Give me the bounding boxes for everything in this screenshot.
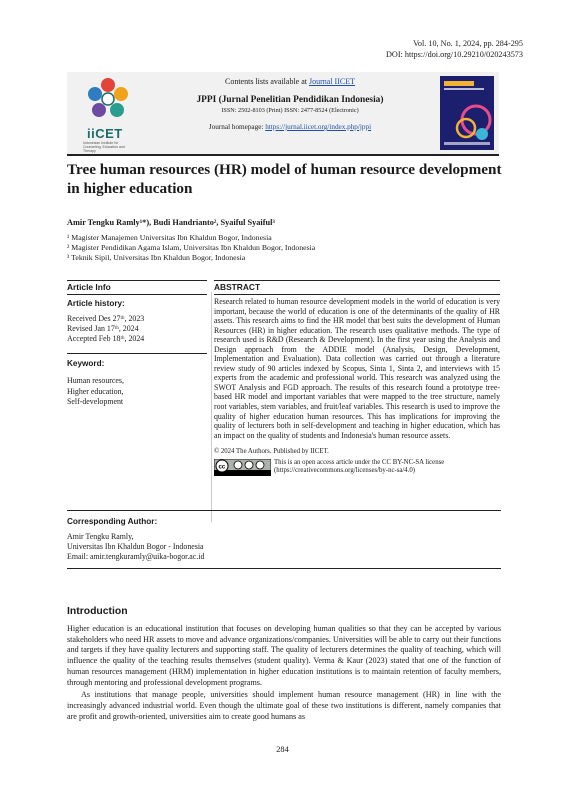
intro-paragraph-2: As institutions that manage people, universities should implement human resource management (HR) in line with the increasingly advanced industrial world. Even though the ultimate goal of these two institutions is different, namely companies that are profit and growth-oriented, universities aim to create good humans as	[67, 690, 501, 721]
banner-info	[145, 72, 435, 131]
abstract-text: Research related to human resource development models in the world of education is very important, because the world of education is one of the determinants of the quality of HR assets. This research aims to find the HR model that best suits the development of Human Resources (HR) in higher education. The research uses qualitative methods. The type of research used is R&D (Research & Development). In the first year using the Analysis and Design approach from the ADDIE model (Analysis, Design, Development, Implementation and Evaluation). Data collection was carried out through a literature review study of 90 articles indexed by Scopus, Sinta 1, Sinta 2, and interviews with 15 experts from the academic and professional world. This research was analyzed using the SWOT Analysis and FGD approach. The results of this research found a prototype tree-based HR model and important variables that were mapped to the tree structure, namely root variables, stem variables, and fruit/leaf variables. This research is used to improve the quality of higher education human resources. This has implications for improving the quality of lecturers both in self-development and teaching in higher education, which has an impact on the quality of students and Indonesia's human resource assets.	[214, 297, 500, 440]
article-title: Tree human resources (HR) model of human resource development in higher education	[67, 161, 502, 197]
history-heading: Article history:	[67, 299, 125, 308]
accepted-date: Accepted Feb 18ᵗʰ, 2024	[67, 334, 145, 344]
page-number: 284	[276, 745, 289, 754]
article-info-heading: Article Info	[67, 280, 207, 295]
license-line-2[interactable]: (https://creativecommons.org/licenses/by-nc-sa/4.0)	[274, 467, 416, 475]
homepage-prefix: Journal homepage:	[208, 123, 266, 131]
affiliations	[67, 233, 507, 263]
cc-license-icon[interactable]	[214, 459, 271, 476]
corresponding-rule-bottom	[67, 568, 501, 569]
svg-text:cc: cc	[218, 464, 226, 471]
affiliation-3: ³ Teknik Sipil, Universitas Ibn Khaldun Bogor, Indonesia	[67, 253, 246, 262]
doi-line: DOI: https://doi.org/10.29210/020243573	[386, 50, 523, 59]
abstract-column	[214, 280, 500, 476]
keyword-list	[67, 376, 207, 407]
journal-homepage	[145, 123, 435, 131]
corresponding-rule-top	[67, 510, 501, 511]
affiliation-1: ¹ Magister Manajemen Universitas Ibn Khaldun Bogor, Indonesia	[67, 233, 272, 242]
revised-date: Revised Jan 17ᵗʰ, 2024	[67, 324, 139, 334]
column-divider	[211, 292, 212, 522]
available-prefix: Contents lists available at	[225, 77, 309, 86]
journal-banner	[67, 72, 499, 154]
keyword-item: Higher education,	[67, 386, 124, 396]
logo-wordmark: iiCET	[87, 126, 123, 141]
corresponding-block	[67, 510, 501, 569]
corresponding-name: Amir Tengku Ramly,	[67, 531, 134, 541]
cc-badge-icon	[214, 459, 271, 476]
iicet-logo	[77, 72, 139, 154]
intro-paragraph-1: Higher education is an educational institution that focuses on developing human qualities so that they can be accepted by various stakeholders who need HR assets to move and advance organizations/companies. Universities will be able to carry out their functions and targets if they have quality lecturers and supporting staff. The quality of lecturers determines the quality of teaching, which will influence the quality of the teaching results themselves (student quality). Verma & Kaur (2023) stated that one of the function of human resources management (HRM) implementation in higher education institutions is to maintain retention of faculty members, through mentoring and professional development programs.	[67, 624, 501, 687]
logo-subtext: Indonesian Institute for Counseling, Education and Therapy	[83, 141, 125, 153]
issn-line: ISSN: 2502-8103 (Print) ISSN: 2477-8524 (Electronic)	[221, 107, 359, 114]
banner-rule	[67, 154, 499, 156]
journal-link[interactable]: Journal IICET	[308, 77, 355, 86]
license-text	[274, 459, 444, 476]
copyright-line: © 2024 The Authors. Published by IICET.	[214, 448, 329, 456]
license-line-1: This is an open access article under the CC BY-NC-SA license	[274, 458, 445, 466]
corresponding-heading: Corresponding Author:	[67, 516, 158, 526]
journal-cover-image	[440, 76, 494, 150]
contents-available	[145, 77, 435, 86]
keyword-item: Human resources,	[67, 376, 124, 386]
article-authors: Amir Tengku Ramly¹*), Budi Handrianto², Syaiful Syaiful³	[67, 218, 275, 227]
corresponding-email[interactable]: Email: amir.tengkuramly@uika-bogor.ac.id	[67, 552, 205, 562]
homepage-link[interactable]: https://jurnal.iicet.org/index.php/jppi	[265, 123, 372, 131]
corresponding-details	[67, 532, 501, 563]
info-divider	[67, 353, 207, 354]
keyword-item: Self-development	[67, 396, 124, 406]
affiliation-2: ² Magister Pendidikan Agama Islam, Universitas Ibn Khaldun Bogor, Indonesia	[67, 243, 316, 252]
article-info-column	[67, 280, 207, 407]
journal-meta	[203, 38, 523, 60]
corresponding-affil: Universitas Ibn Khaldun Bogor - Indonesia	[67, 542, 204, 551]
received-date: Received Des 27ᵗʰ, 2023	[67, 314, 145, 323]
introduction-heading: Introduction	[67, 606, 128, 617]
journal-title: JPPI (Jurnal Penelitian Pendidikan Indonesia)	[196, 95, 384, 105]
keyword-heading: Keyword:	[67, 359, 105, 369]
volume-line: Vol. 10, No. 1, 2024, pp. 284-295	[413, 39, 523, 48]
introduction-body	[67, 624, 501, 722]
abstract-heading: ABSTRACT	[214, 280, 500, 295]
license-block	[214, 459, 500, 476]
article-history	[67, 314, 207, 345]
cover-art-icon	[440, 76, 494, 150]
logo-flower-icon	[77, 72, 139, 127]
